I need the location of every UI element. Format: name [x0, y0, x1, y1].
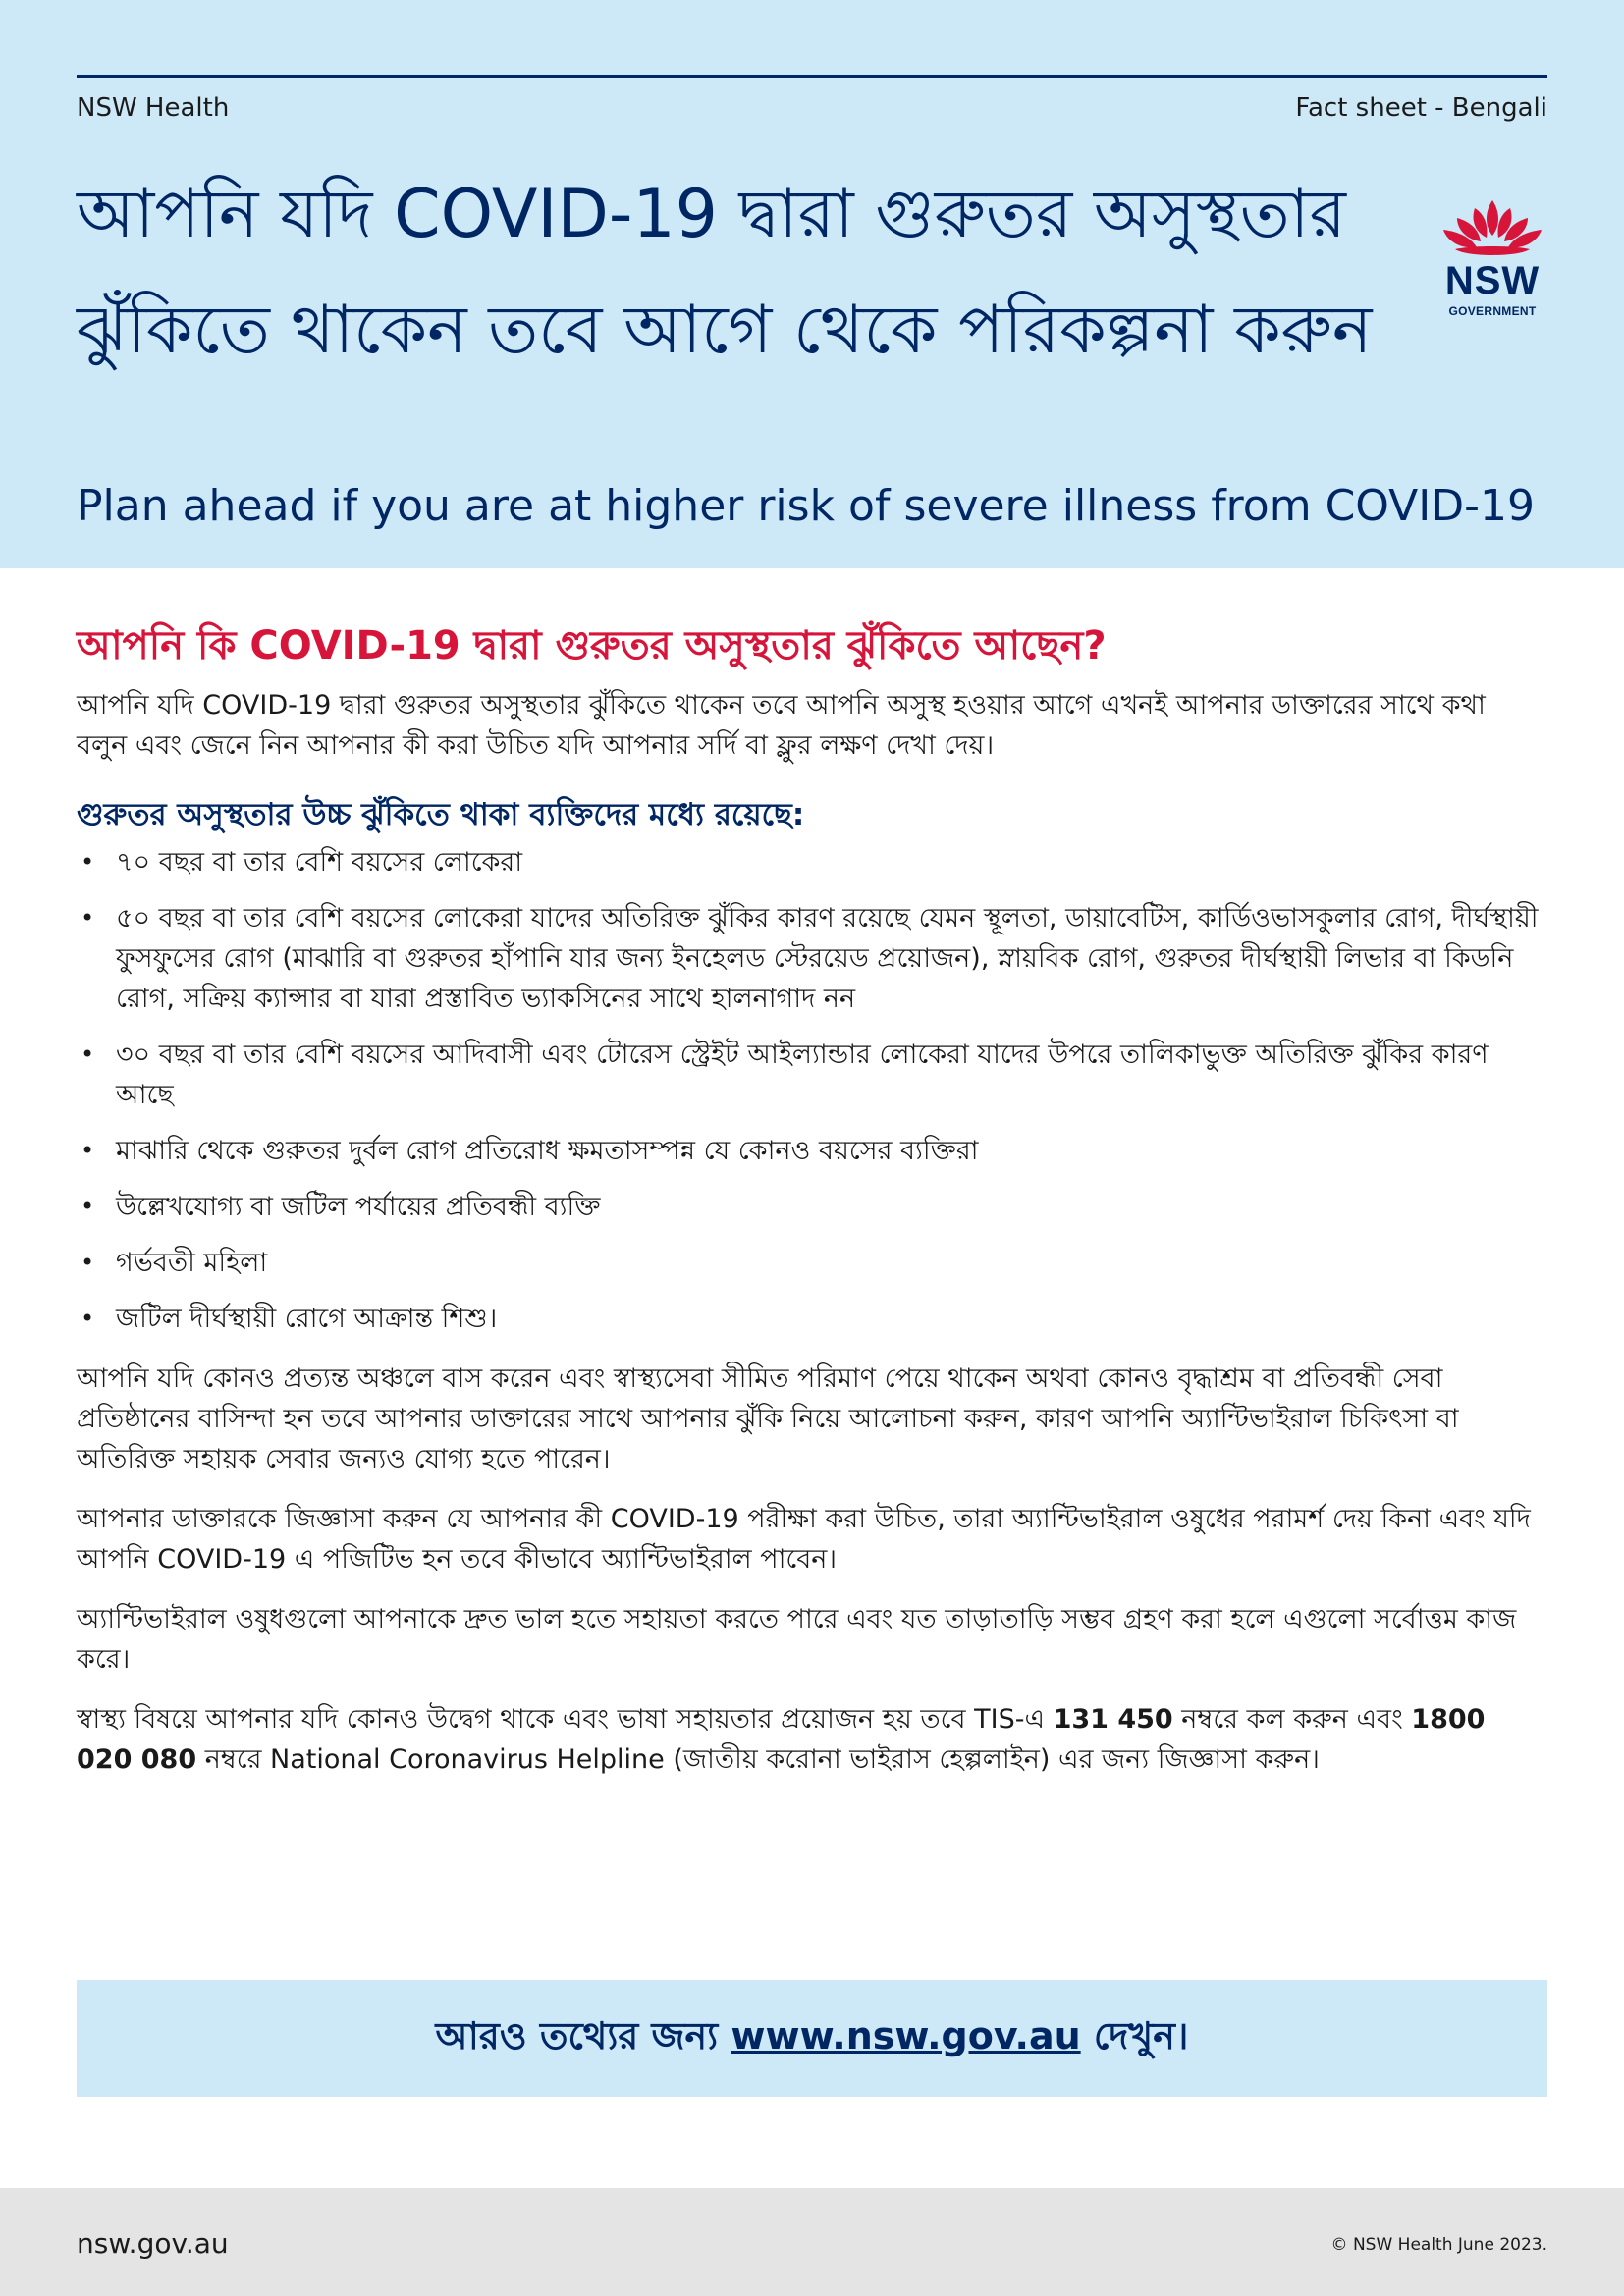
list-item: • জটিল দীর্ঘস্থায়ী রোগে আক্রান্ত শিশু। — [77, 1299, 1549, 1339]
main-content — [77, 618, 1549, 1780]
list-item: • উল্লেখযোগ্য বা জটিল পর্যায়ের প্রতিবন্ধী ব্যক্তি — [77, 1187, 1549, 1227]
more-info-prefix: আরও তথ্যের জন্য — [435, 2013, 731, 2057]
header-rule — [77, 75, 1547, 78]
list-item: • ৫০ বছর বা তার বেশি বয়সের লোকেরা যাদের অতিরিক্ত ঝুঁকির কারণ রয়েছে যেমন স্থূলতা, ডায়াবেটিস, কার্ডিওভাসকুলার রোগ, দীর্ঘস্থায়ী ফুসফুসের রোগ (মাঝারি বা গুরুতর হাঁপানি যার জন্য ইনহেলড স্টেরয়েড প্রয়োজন), স্নায়বিক রোগ, গুরুতর দীর্ঘস্থায়ী লিভার বা কিডনি রোগ, সক্রিয় ক্যান্সার বা যারা প্রস্তাবিত ভ্যাকসিনের সাথে হালনাগাদ নন — [77, 898, 1549, 1019]
nsw-government-logo — [1435, 196, 1549, 324]
tis-phone-number: 131 450 — [1053, 1704, 1173, 1735]
fact-sheet-label: Fact sheet - Bengali — [1295, 93, 1547, 123]
risk-list — [77, 842, 1549, 1339]
footer-copyright: © NSW Health June 2023. — [1330, 2235, 1547, 2255]
antiviral-paragraph: অ্যান্টিভাইরাল ওষুধগুলো আপনাকে দ্রুত ভাল হতে সহায়তা করতে পারে এবং যত তাড়াতাড়ি সম্ভব গ্রহণ করা হলে এগুলো সর্বোত্তম কাজ করে। — [77, 1604, 1517, 1675]
contact-paragraph — [77, 1699, 1549, 1780]
list-item: • মাঝারি থেকে গুরুতর দুর্বল রোগ প্রতিরোধ ক্ষমতাসম্পন্ন যে কোনও বয়সের ব্যক্তিরা — [77, 1131, 1549, 1171]
footer-site: nsw.gov.au — [77, 2227, 229, 2260]
contact-text: নম্বরে National Coronavirus Helpline (জাতীয় করোনা ভাইরাস হেল্পলাইন) এর জন্য জিজ্ঞাসা করুন। — [196, 1744, 1320, 1775]
more-info-suffix: দেখুন। — [1080, 2013, 1189, 2057]
contact-text: নম্বরে কল করুন এবং — [1172, 1704, 1412, 1735]
remote-area-paragraph: আপনি যদি কোনও প্রত্যন্ত অঞ্চলে বাস করেন এবং স্বাস্থ্যসেবা সীমিত পরিমাণ পেয়ে থাকেন অথবা কোনও বৃদ্ধাশ্রম বা প্রতিবন্ধী সেবা প্রতিষ্ঠানের বাসিন্দা হন তবে আপনার ডাক্তারের সাথে আপনার ঝুঁকি নিয়ে আলোচনা করুন, কারণ আপনি অ্যান্টিভাইরাল চিকিৎসা বা অতিরিক্ত সহায়ক সেবার জন্যও যোগ্য হতে পারেন। — [77, 1363, 1459, 1474]
more-info-banner — [77, 1980, 1547, 2097]
contact-text: স্বাস্থ্য বিষয়ে আপনার যদি কোনও উদ্বেগ থাকে এবং ভাষা সহায়তার প্রয়োজন হয় তবে TIS-এ — [77, 1704, 1054, 1735]
logo-wordmark: NSW — [1444, 259, 1541, 302]
list-item: • গর্ভবতী মহিলা — [77, 1243, 1549, 1283]
helpline-phone-number: 1800 020 080 — [77, 1704, 1486, 1775]
logo-subtext: GOVERNMENT — [1448, 304, 1537, 318]
list-item: • ৩০ বছর বা তার বেশি বয়সের আদিবাসী এবং টোরেস স্ট্রেইট আইল্যান্ডার লোকেরা যাদের উপরে তালিকাভুক্ত অতিরিক্ত ঝুঁকির কারণ আছে — [77, 1035, 1549, 1115]
footer — [0, 2188, 1624, 2296]
section-heading: আপনি কি COVID-19 দ্বারা গুরুতর অসুস্থতার ঝুঁকিতে আছেন? — [77, 623, 1107, 668]
intro-paragraph: আপনি যদি COVID-19 দ্বারা গুরুতর অসুস্থতার ঝুঁকিতে থাকেন তবে আপনি অসুস্থ হওয়ার আগে এখনই আপনার ডাক্তারের সাথে কথা বলুন এবং জেনে নিন আপনার কী করা উচিত যদি আপনার সর্দি বা ফ্লুর লক্ষণ দেখা দেয়। — [77, 690, 1486, 761]
waratah-icon — [1435, 196, 1549, 261]
ask-doctor-paragraph: আপনার ডাক্তারকে জিজ্ঞাসা করুন যে আপনার কী COVID-19 পরীক্ষা করা উচিত, তারা অ্যান্টিভাইরাল ওষুধের পরামর্শ দেয় কিনা এবং যদি আপনি COVID-19 এ পজিটিভ হন তবে কীভাবে অ্যান্টিভাইরাল পাবেন। — [77, 1504, 1531, 1575]
nsw-website-link[interactable]: www.nsw.gov.au — [731, 2013, 1081, 2057]
more-info-text — [436, 2007, 1189, 2070]
header-banner — [0, 0, 1624, 568]
page-title-english: Plan ahead if you are at higher risk of severe illness from COVID-19 — [77, 481, 1535, 531]
risk-heading: গুরুতর অসুস্থতার উচ্চ ঝুঁকিতে থাকা ব্যক্তিদের মধ্যে রয়েছে: — [77, 797, 805, 832]
page-title-bengali: আপনি যদি COVID-19 দ্বারা গুরুতর অসুস্থতার ঝুঁকিতে থাকেন তবে আগে থেকে পরিকল্পনা করুন — [77, 176, 1373, 369]
org-name: NSW Health — [77, 93, 230, 123]
list-item: • ৭০ বছর বা তার বেশি বয়সের লোকেরা — [77, 842, 1549, 882]
